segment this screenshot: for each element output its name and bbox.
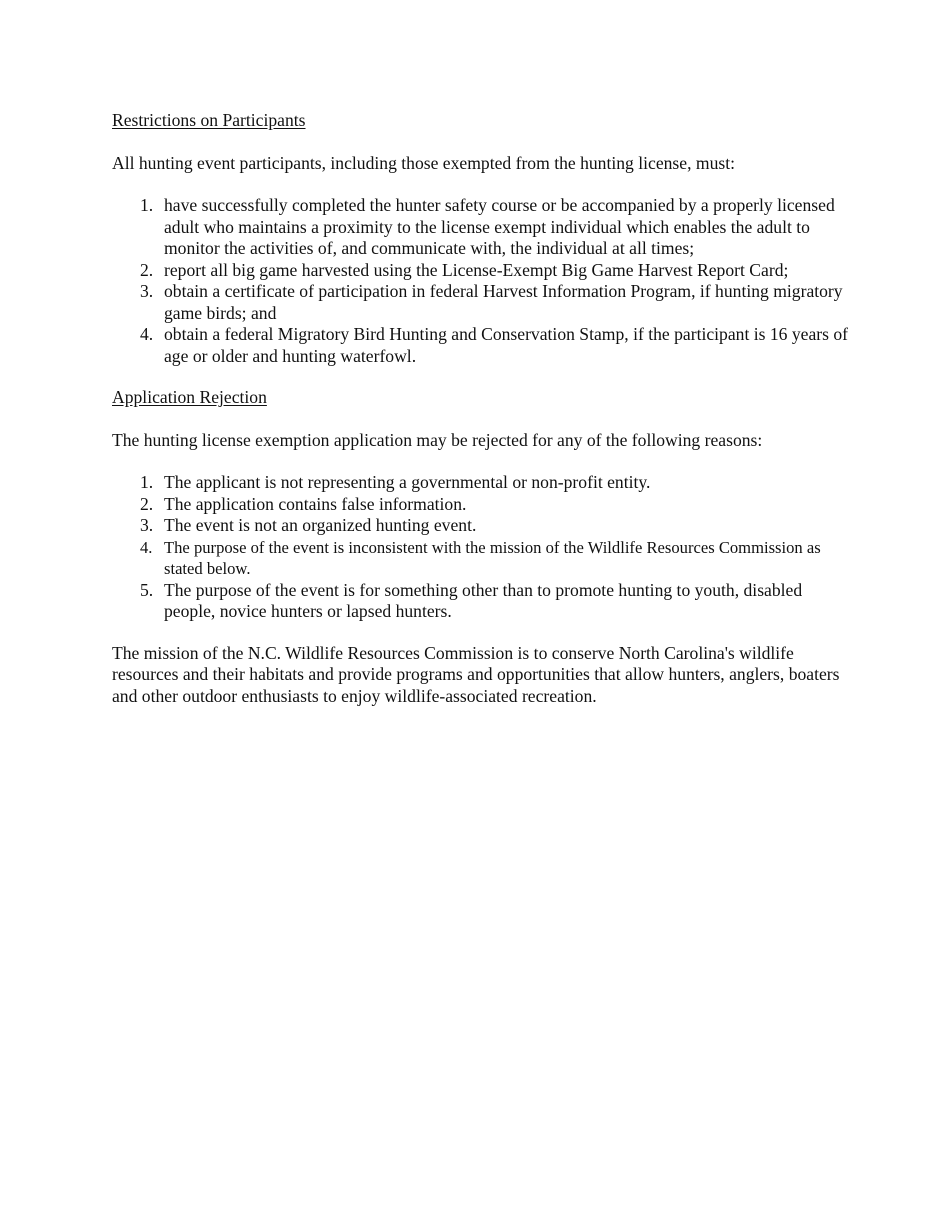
- list-item-number: 2.: [140, 259, 154, 280]
- list-item-number: 4.: [140, 537, 153, 557]
- list-item-text: The application contains false information.: [164, 493, 467, 514]
- list-item-text: The purpose of the event is for something other than to promote hunting to youth, disabled people, novice hunters or lapsed hunters.: [164, 579, 803, 621]
- list-item-number: 3.: [140, 515, 154, 535]
- list-item-number: 1.: [140, 195, 154, 215]
- restrictions-intro: All hunting event participants, including those exempted from the hunting license, must:: [112, 152, 735, 173]
- list-item-number: 2.: [140, 493, 154, 514]
- list-item: [112, 472, 852, 494]
- list-item: [112, 324, 852, 367]
- rejection-heading: Application Rejection: [112, 387, 267, 407]
- list-item: [112, 195, 852, 260]
- list-item-text: The event is not an organized hunting event.: [164, 515, 477, 535]
- list-item-text: The purpose of the event is inconsistent with the mission of the Wildlife Resources Commission as stated below.: [164, 537, 821, 578]
- list-item: [112, 281, 852, 324]
- restrictions-list: [112, 195, 852, 367]
- restrictions-heading: Restrictions on Participants: [112, 110, 306, 130]
- list-item-text: have successfully completed the hunter safety course or be accompanied by a properly licensed adult who maintains a proximity to the license exempt individual which enables the adult to monitor the activities of, and communicate with, the individual at all times;: [164, 195, 835, 258]
- list-item: [112, 537, 852, 580]
- list-item-text: The applicant is not representing a governmental or non-profit entity.: [164, 472, 651, 492]
- list-item: [112, 580, 852, 623]
- document-page: [112, 110, 852, 707]
- list-item-text: report all big game harvested using the License-Exempt Big Game Harvest Report Card;: [164, 259, 789, 280]
- rejection-list: [112, 472, 852, 623]
- list-item-number: 3.: [140, 281, 154, 301]
- list-item-number: 5.: [140, 579, 154, 600]
- list-item: [112, 260, 852, 282]
- list-item: [112, 494, 852, 516]
- list-item-number: 1.: [140, 472, 154, 492]
- list-item-number: 4.: [140, 324, 154, 344]
- mission-statement: The mission of the N.C. Wildlife Resources Commission is to conserve North Carolina's wildlife resources and their habitats and provide programs and opportunities that allow hunters, anglers, boaters and other outdoor enthusiasts to enjoy wildlife-associated recreation.: [112, 642, 840, 706]
- list-item: [112, 515, 852, 537]
- list-item-text: obtain a certificate of participation in federal Harvest Information Program, if hunting migratory game birds; and: [164, 281, 843, 323]
- rejection-intro: The hunting license exemption application may be rejected for any of the following reasons:: [112, 429, 763, 450]
- list-item-text: obtain a federal Migratory Bird Hunting and Conservation Stamp, if the participant is 16 years of age or older and hunting waterfowl.: [164, 324, 849, 366]
